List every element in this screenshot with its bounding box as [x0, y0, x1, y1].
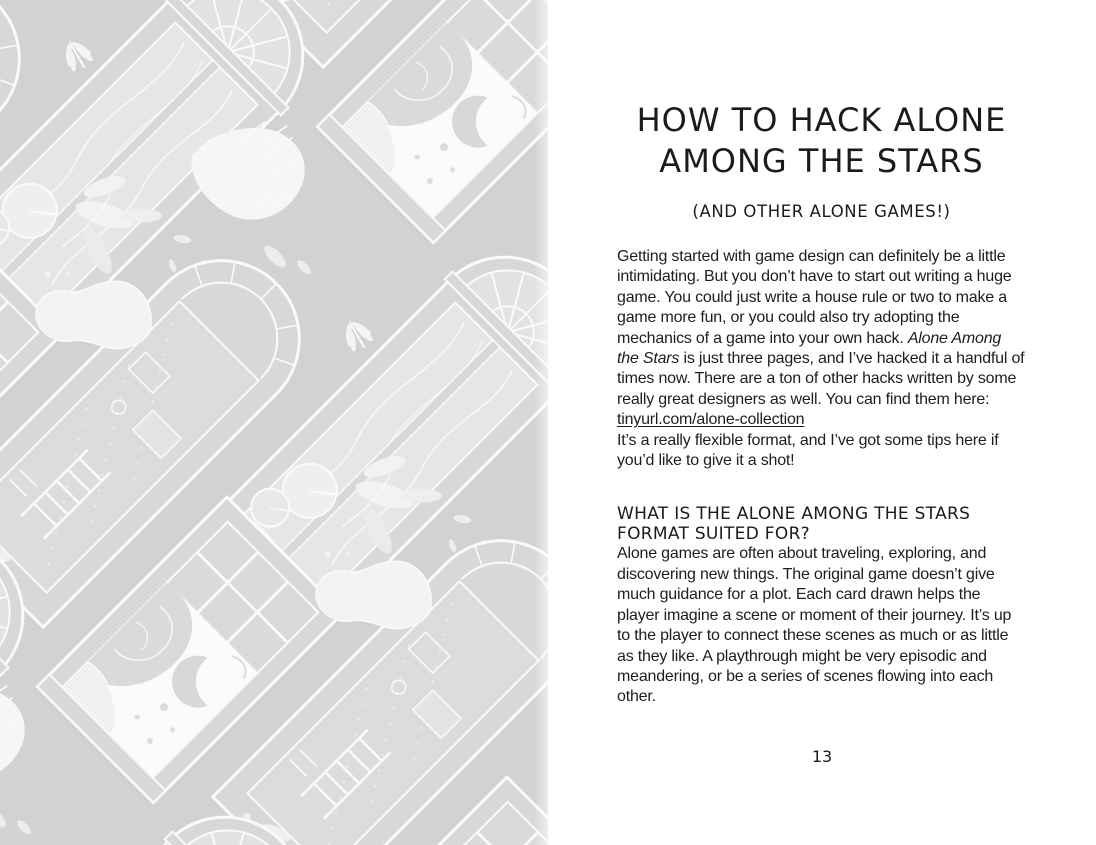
right-page	[548, 0, 1096, 845]
alone-collection-link[interactable]: tinyurl.com/alone-collection	[617, 411, 805, 429]
page-number: 13	[811, 747, 833, 766]
intro-text-before-em: Getting started with game design can definitely be a little intimidating. But you don’t have to start out writing a huge game. You could just write a house rule or two to make a game more fun, or you could also try adopting the mechanics of a game into your own hack.	[617, 248, 1012, 347]
section-heading: WHAT IS THE ALONE AMONG THE STARS FORMAT SUITED FOR?	[617, 504, 971, 545]
intro-paragraph	[617, 247, 1026, 471]
intro-text-after-link: It’s a really flexible format, and I’ve got some tips here if you’d like to give it a shot!	[617, 431, 999, 470]
page-title-line2: AMONG THE STARS	[659, 142, 984, 180]
section-paragraph: Alone games are often about traveling, exploring, and discovering new things. The original game doesn’t give much guidance for a plot. Each card drawn helps the player imagine a scene or moment of their journey. It’s up to the player to connect these scenes as much or as little as they like. A playthrough might be very episodic and meandering, or be a series of scenes flowing into each other.	[617, 545, 1012, 706]
page-title-line1: HOW TO HACK ALONE	[636, 101, 1007, 139]
page-title	[617, 100, 1026, 182]
page-subtitle: (AND OTHER ALONE GAMES!)	[692, 202, 951, 221]
intro-text-after-em: is just three pages, and I’ve hacked it a handful of times now. There are a ton of other hacks written by some really great designers as well. You can find them here:	[617, 350, 1025, 408]
format-section	[617, 504, 1026, 707]
game-title-emphasis: Alone Among the Stars	[617, 329, 1002, 368]
